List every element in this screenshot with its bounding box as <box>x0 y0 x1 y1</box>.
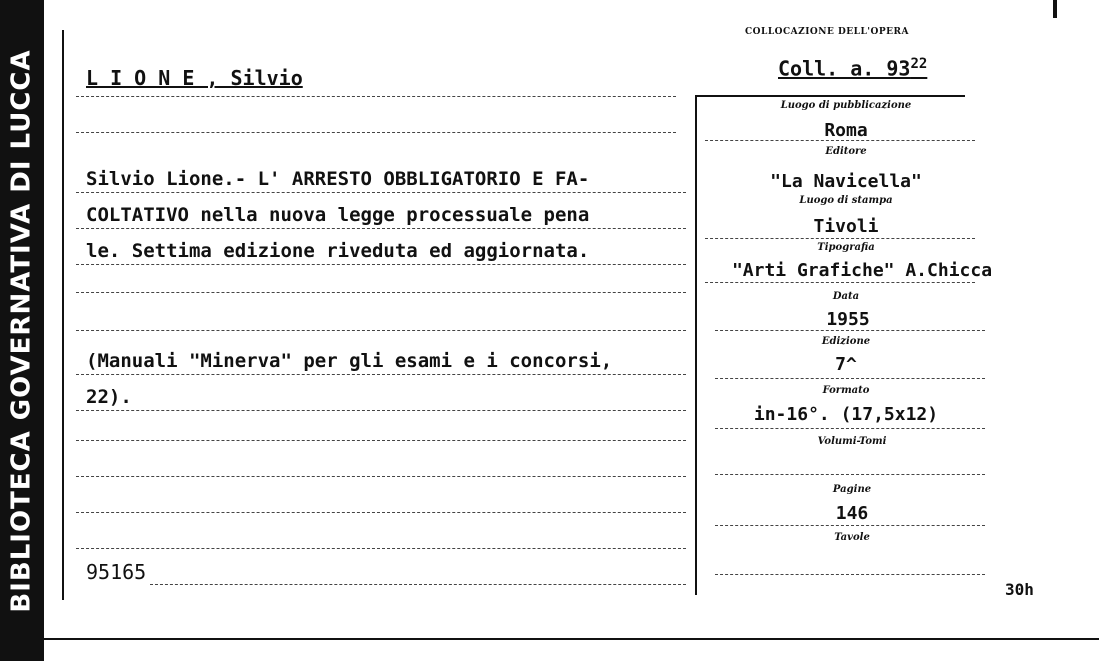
field-label: Volumi-Tomi <box>817 436 887 447</box>
ruled-line <box>76 512 686 513</box>
field-column-top-rule <box>695 95 965 97</box>
ruled-line <box>76 132 676 133</box>
field-value: Tivoli <box>813 216 879 237</box>
field-label: Luogo di stampa <box>799 195 893 206</box>
field-label: Data <box>832 291 860 302</box>
library-stamp <box>0 0 44 661</box>
field-label: Tipografia <box>817 242 875 253</box>
ruled-line <box>76 192 686 193</box>
field-rule <box>705 140 975 141</box>
field-value: in-16°. (17,5x12) <box>753 404 939 425</box>
field-rule <box>705 282 975 283</box>
field-rule <box>715 330 985 331</box>
field-value: 1955 <box>826 309 870 330</box>
ruled-line <box>76 228 686 229</box>
field-rule <box>715 574 985 575</box>
shelfmark <box>778 56 927 81</box>
field-value: "La Navicella" <box>770 171 922 192</box>
field-label: Tavole <box>834 532 870 543</box>
ruled-line <box>76 440 686 441</box>
field-label: Pagine <box>832 484 872 495</box>
shelfmark-main: Coll. a. 93 <box>778 56 911 81</box>
ruled-line <box>76 476 686 477</box>
bottom-rule <box>30 638 1099 640</box>
series-line: 22). <box>86 386 132 408</box>
field-value: "Arti Grafiche" A.Chicca <box>731 260 993 281</box>
field-value: 7^ <box>835 354 857 375</box>
edge-mark <box>1053 0 1057 18</box>
field-rule <box>715 378 985 379</box>
ruled-line <box>76 548 686 549</box>
inventory-number: 95165 <box>86 560 147 584</box>
field-label: Edizione <box>821 336 871 347</box>
field-rule <box>715 525 985 526</box>
series-line: (Manuali "Minerva" per gli esami e i concorsi, <box>86 350 613 372</box>
field-label: Luogo di pubblicazione <box>780 100 912 111</box>
field-label: Editore <box>825 146 867 157</box>
ruled-line <box>76 374 686 375</box>
author-rule <box>76 96 676 97</box>
ruled-line <box>76 330 686 331</box>
description-line: Silvio Lione.- L' ARRESTO OBBLIGATORIO E FA- <box>86 168 590 190</box>
description-line: COLTATIVO nella nuova legge processuale pena <box>86 204 590 226</box>
shelfmark-sup: 22 <box>910 56 928 72</box>
ruled-line <box>150 584 686 585</box>
field-rule <box>705 238 975 239</box>
field-rule <box>715 428 985 429</box>
shelfmark-header: COLLOCAZIONE DELL'OPERA <box>745 27 909 37</box>
field-value: 146 <box>835 503 869 524</box>
field-value: Roma <box>824 120 868 141</box>
library-stamp-text: BIBLIOTECA GOVERNATIVA DI LUCCA <box>7 48 38 613</box>
ruled-line <box>76 292 686 293</box>
corner-note: 30h <box>1005 580 1034 599</box>
left-margin-rule <box>62 30 64 600</box>
ruled-line <box>76 410 686 411</box>
field-column-rule <box>695 95 697 595</box>
field-label: Formato <box>822 385 870 396</box>
ruled-line <box>76 264 686 265</box>
field-rule <box>715 474 985 475</box>
description-line: le. Settima edizione riveduta ed aggiornata. <box>86 240 590 262</box>
author-heading: L I O N E , Silvio <box>86 66 303 90</box>
